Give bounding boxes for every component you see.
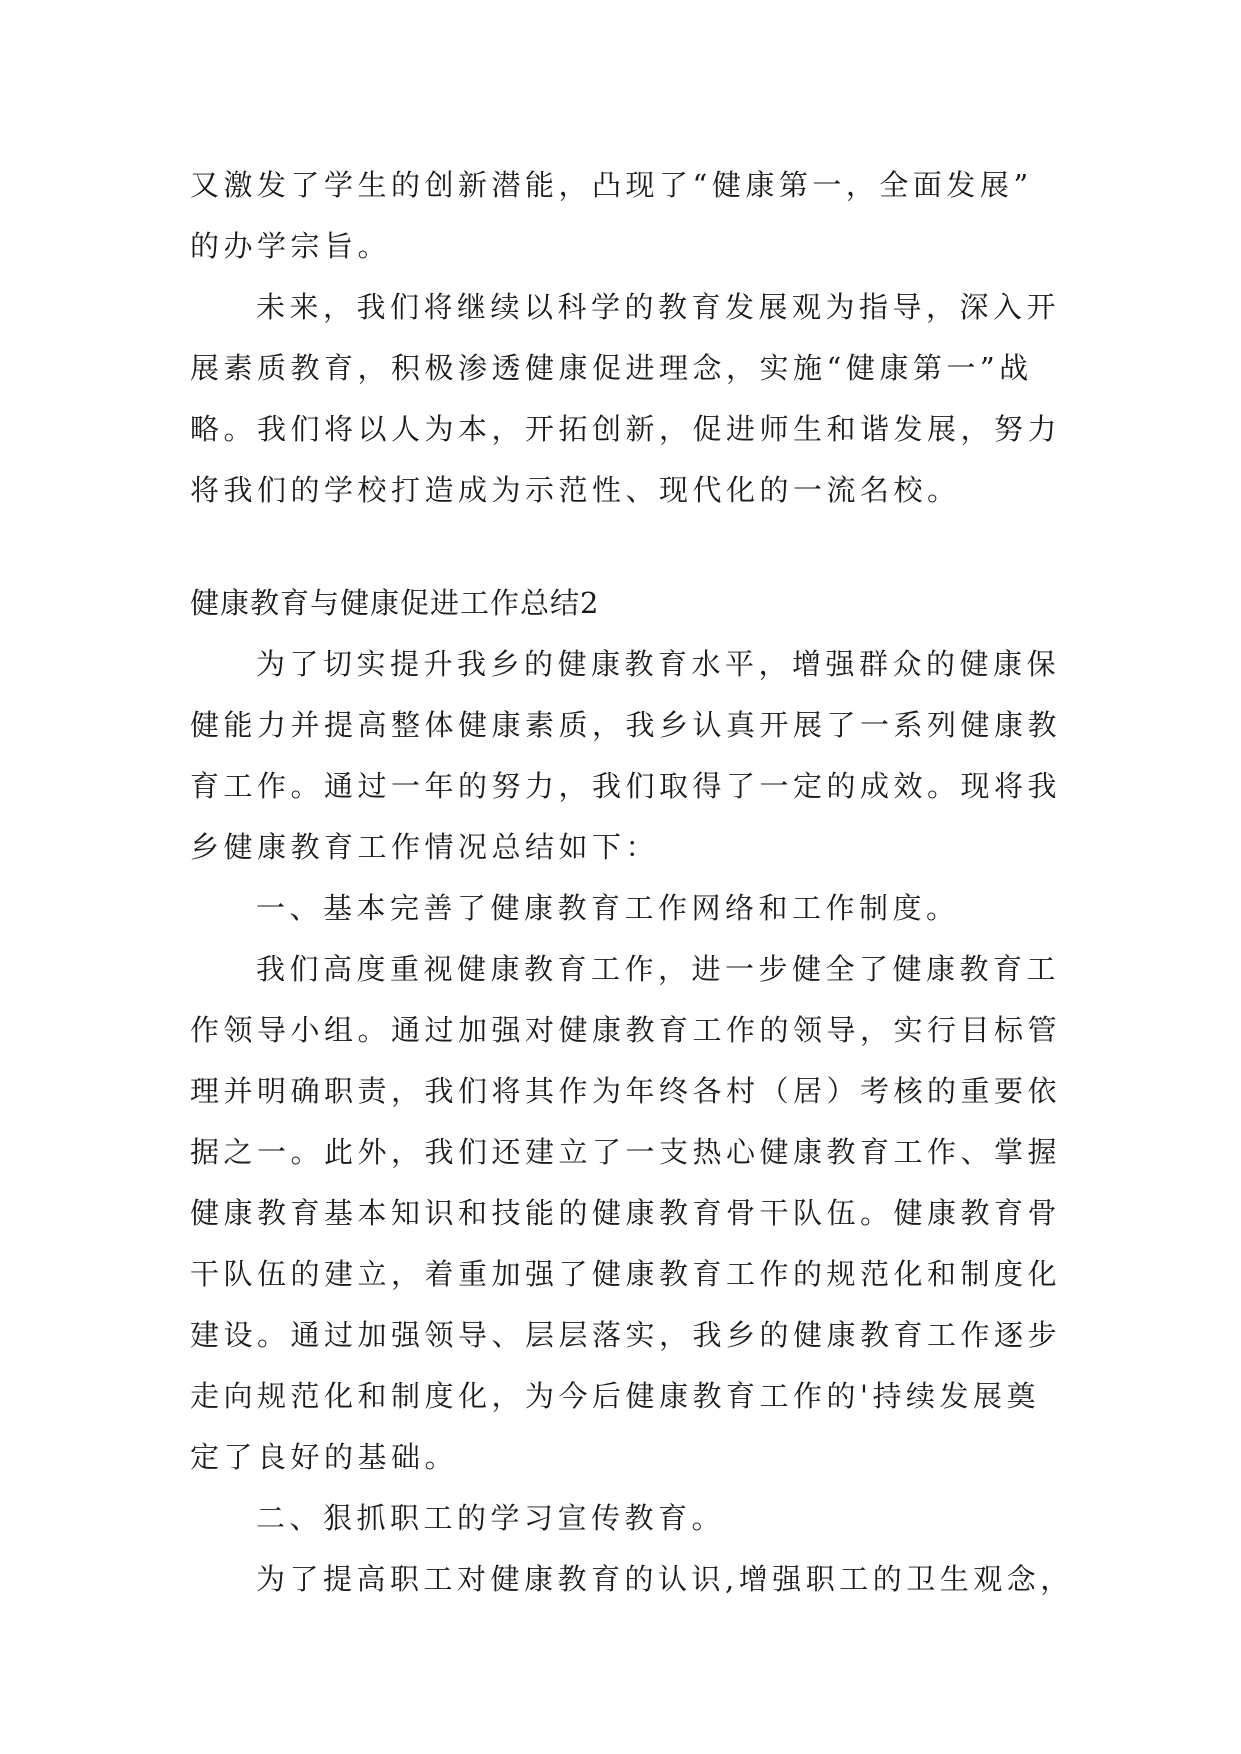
text-line: 建设。通过加强领导、层层落实，我乡的健康教育工作逐步: [190, 1318, 1062, 1352]
text-line: 健康教育基本知识和技能的健康教育骨干队伍。健康教育骨: [190, 1196, 1062, 1230]
text-line: 作领导小组。通过加强对健康教育工作的领导，实行目标管: [190, 1013, 1062, 1047]
text-line: 未来，我们将继续以科学的教育发展观为指导，深入开: [256, 290, 1061, 324]
text-line: 健能力并提高整体健康素质，我乡认真开展了一系列健康教: [190, 708, 1062, 742]
text-line: 乡健康教育工作情况总结如下：: [190, 830, 660, 864]
paragraph: [190, 634, 1062, 878]
text-line: 干队伍的建立，着重加强了健康教育工作的规范化和制度化: [190, 1257, 1062, 1291]
text-line: 育工作。通过一年的努力，我们取得了一定的成效。现将我: [190, 769, 1062, 803]
text-line: 为了切实提升我乡的健康教育水平，增强群众的健康保: [256, 647, 1061, 681]
text-line: 的办学宗旨。: [190, 229, 392, 263]
text-line: 展素质教育，积极渗透健康促进理念，实施“健康第一”战: [190, 351, 1033, 385]
text-line: 将我们的学校打造成为示范性、现代化的一流名校。: [190, 473, 961, 507]
document-body: [190, 155, 1074, 1610]
text-line: 为了提高职工对健康教育的认识,增强职工的卫生观念，: [256, 1562, 1074, 1596]
text-line: 略。我们将以人为本，开拓创新，促进师生和谐发展，努力: [190, 412, 1062, 446]
heading: 二、狠抓职工的学习宣传教育。: [256, 1501, 726, 1535]
text-line: 理并明确职责，我们将其作为年终各村（居）考核的重要依: [190, 1074, 1062, 1108]
paragraph: [190, 1549, 1074, 1610]
section-title: 健康教育与健康促进工作总结2: [190, 586, 600, 620]
text-line: 据之一。此外，我们还建立了一支热心健康教育工作、掌握: [190, 1135, 1062, 1169]
text-line: 定了良好的基础。: [190, 1440, 459, 1474]
paragraph: [190, 277, 1062, 521]
text-line: 我们高度重视健康教育工作，进一步健全了健康教育工: [256, 952, 1061, 986]
text-line: 又激发了学生的创新潜能，凸现了“健康第一，全面发展”: [190, 168, 1033, 202]
paragraph: [190, 155, 1050, 277]
section-spacer: [190, 521, 1050, 573]
paragraph: [190, 939, 1062, 1488]
text-line: 走向规范化和制度化，为今后健康教育工作的'持续发展奠: [190, 1379, 1040, 1413]
heading: 一、基本完善了健康教育工作网络和工作制度。: [256, 891, 960, 925]
